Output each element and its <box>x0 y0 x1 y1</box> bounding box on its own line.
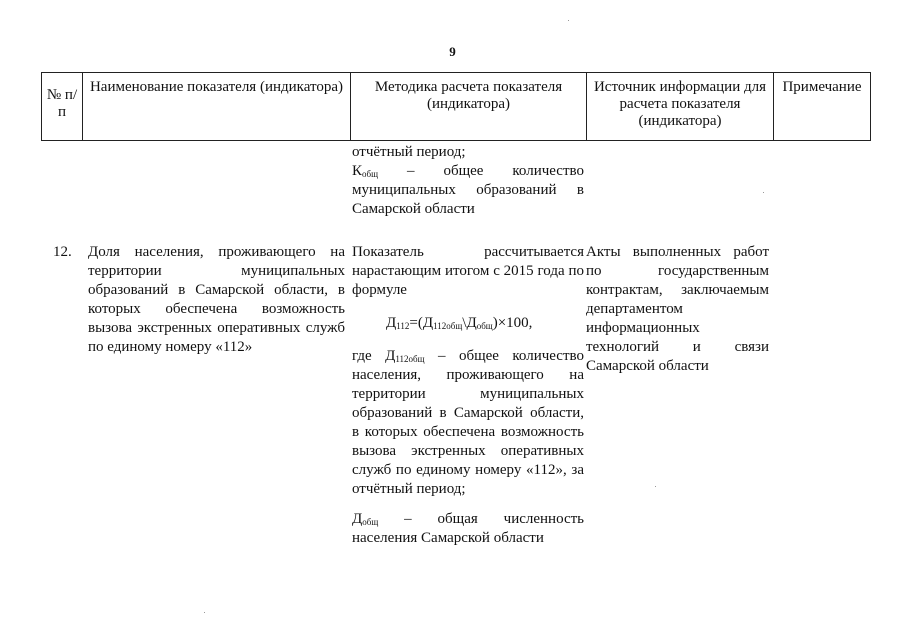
header-col-method: Методика расчета показателя (индикатора) <box>351 73 587 141</box>
scan-speck <box>655 486 656 487</box>
scan-speck <box>763 192 764 193</box>
information-source: Акты выполненных работ по государственным контрактам, заключаемым департаментом информационных технологий и связи Самарской области <box>586 244 769 374</box>
page-number: 9 <box>449 44 456 59</box>
method-continuation <box>352 143 584 219</box>
total-symbol: Д <box>352 511 363 527</box>
scan-speck <box>204 612 205 613</box>
k-symbol: К <box>352 163 363 179</box>
k-subscript: общ <box>362 169 379 179</box>
header-col-number: № п/п <box>42 73 83 141</box>
where-definition: – общее количество населения, проживающего на территории муниципальных образований в Самарской области, в которых обеспечена возможность вызова экстренных оперативных служб по единому номеру «112», за отчётный период; <box>352 348 584 497</box>
where-subscript: 112общ <box>395 354 425 364</box>
header-col-name: Наименование показателя (индикатора) <box>83 73 351 141</box>
scan-speck <box>568 20 569 21</box>
header-col-note: Примечание <box>774 73 871 141</box>
calculation-method <box>352 243 584 548</box>
continuation-line: отчётный период; <box>352 144 466 160</box>
formula: $Д_{112}=(Д_{112общ}\backslash Д_{общ})\times 100$, <box>386 315 533 331</box>
header-col-source: Источник информации для расчета показателя (индикатора) <box>587 73 774 141</box>
where-prefix: где Д <box>352 348 396 364</box>
method-intro: Показатель рассчитывается нарастающим итогом с 2015 года по формуле <box>352 244 584 298</box>
total-subscript: общ <box>362 517 379 527</box>
indicator-name: Доля населения, проживающего на территории муниципальных образований в Самарской области, в которых обеспечена возможность вызова экстренных оперативных служб по единому номеру «112» <box>88 244 345 355</box>
total-definition: – общая численность населения Самарской области <box>352 511 584 546</box>
table-header <box>41 72 871 141</box>
table-header-row <box>42 73 871 141</box>
row-number: 12. <box>53 244 72 260</box>
k-definition: – общее количество муниципальных образований в Самарской области <box>352 163 584 217</box>
